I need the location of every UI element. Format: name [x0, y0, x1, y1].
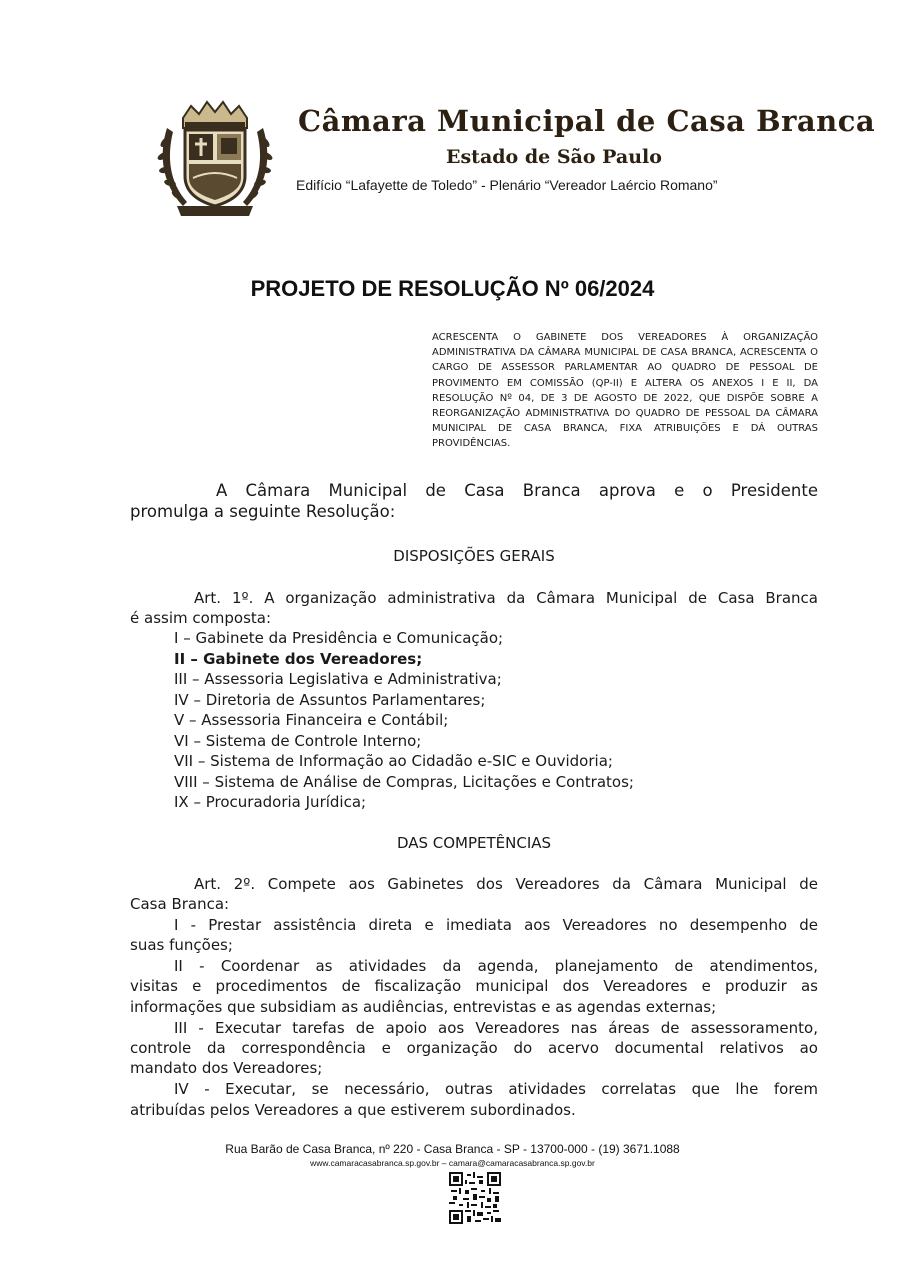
- art1-item: III – Assessoria Legislativa e Administrativa;: [174, 670, 502, 688]
- qr-code: [449, 1172, 501, 1224]
- preamble-line-2: promulga a seguinte Resolução:: [130, 502, 396, 521]
- footer-address: Rua Barão de Casa Branca, nº 220 - Casa Branca - SP - 13700-000 - (19) 3671.1088: [225, 1142, 680, 1156]
- art2-item-iv-line-2: atribuídas pelos Vereadores a que estiverem subordinados.: [130, 1101, 576, 1119]
- art1-item: V – Assessoria Financeira e Contábil;: [174, 711, 449, 729]
- art2-item-iv-line-1: IV - Executar, se necessário, outras atividades correlatas que lhe forem: [174, 1080, 818, 1098]
- art1-item: VII – Sistema de Informação ao Cidadão e-SIC e Ouvidoria;: [174, 752, 613, 770]
- art2-item-iii-line-1: III - Executar tarefas de apoio aos Vereadores nas áreas de assessoramento,: [174, 1019, 818, 1037]
- art1-item: IV – Diretoria de Assuntos Parlamentares;: [174, 691, 486, 709]
- art2-item-iii-line-2: controle da correspondência e organização do acervo documental relativos ao: [130, 1039, 818, 1057]
- art1-line-1: Art. 1º. A organização administrativa da Câmara Municipal de Casa Branca: [194, 589, 818, 607]
- art1-item: VI – Sistema de Controle Interno;: [174, 732, 422, 750]
- ementa-summary: ACRESCENTA O GABINETE DOS VEREADORES À ORGANIZAÇÃO ADMINISTRATIVA DA CÂMARA MUNICIPAL DE CASA BRANCA, ACRESCENTA O CARGO DE ASSESSOR PARLAMENTAR AO QUADRO DE PESSOAL DE PROVIMENTO EM COMISSÃO (QP-II) E ALTERA OS ANEXOS I E II, DA RESOLUÇÃO Nº 04, DE 3 DE AGOSTO DE 2022, QUE DISPÕE SOBRE A REORGANIZAÇÃO ADMINISTRATIVA DO QUADRO DE PESSOAL DA CÂMARA MUNICIPAL DE CASA BRANCA, FIXA ATRIBUIÇÕES E DÁ OUTRAS PROVIDÊNCIAS.: [432, 332, 818, 450]
- state-name: Estado de São Paulo: [446, 146, 662, 168]
- art2-item-ii-line-1: II - Coordenar as atividades da agenda, planejamento de atendimentos,: [174, 957, 818, 975]
- art2-item-i-line-1: I - Prestar assistência direta e imediata aos Vereadores no desempenho de: [174, 916, 818, 934]
- art2-item-ii-line-3: informações que subsidiam as audiências, entrevistas e as agendas externas;: [130, 998, 717, 1016]
- art2-item-i-line-2: suas funções;: [130, 936, 233, 954]
- section-heading-competencias: DAS COMPETÊNCIAS: [396, 834, 552, 852]
- art2-item-iii-line-3: mandato dos Vereadores;: [130, 1059, 323, 1077]
- art2-line-2: Casa Branca:: [130, 895, 230, 913]
- art1-line-2: é assim composta:: [130, 609, 272, 627]
- art2-item-ii-line-2: visitas e procedimentos de fiscalização municipal dos Vereadores e produzir as: [130, 977, 818, 995]
- art1-item: II – Gabinete dos Vereadores;: [174, 650, 423, 668]
- art1-item: IX – Procuradoria Jurídica;: [174, 793, 367, 811]
- art1-item: VIII – Sistema de Análise de Compras, Licitações e Contratos;: [174, 773, 634, 791]
- coat-of-arms-logo: [155, 98, 275, 222]
- art1-item: I – Gabinete da Presidência e Comunicação;: [174, 629, 504, 647]
- chamber-name: Câmara Municipal de Casa Branca: [298, 104, 876, 138]
- document-title: PROJETO DE RESOLUÇÃO Nº 06/2024: [250, 276, 655, 301]
- preamble-line-1: A Câmara Municipal de Casa Branca aprova e o Presidente: [216, 481, 818, 500]
- building-name: Edifício “Lafayette de Toledo” - Plenário “Vereador Laércio Romano”: [296, 177, 718, 193]
- footer-web: www.camaracasabranca.sp.gov.br – camara@camaracasabranca.sp.gov.br: [310, 1158, 595, 1168]
- art2-line-1: Art. 2º. Compete aos Gabinetes dos Vereadores da Câmara Municipal de: [194, 875, 818, 893]
- section-heading-disposicoes: DISPOSIÇÕES GERAIS: [393, 547, 555, 565]
